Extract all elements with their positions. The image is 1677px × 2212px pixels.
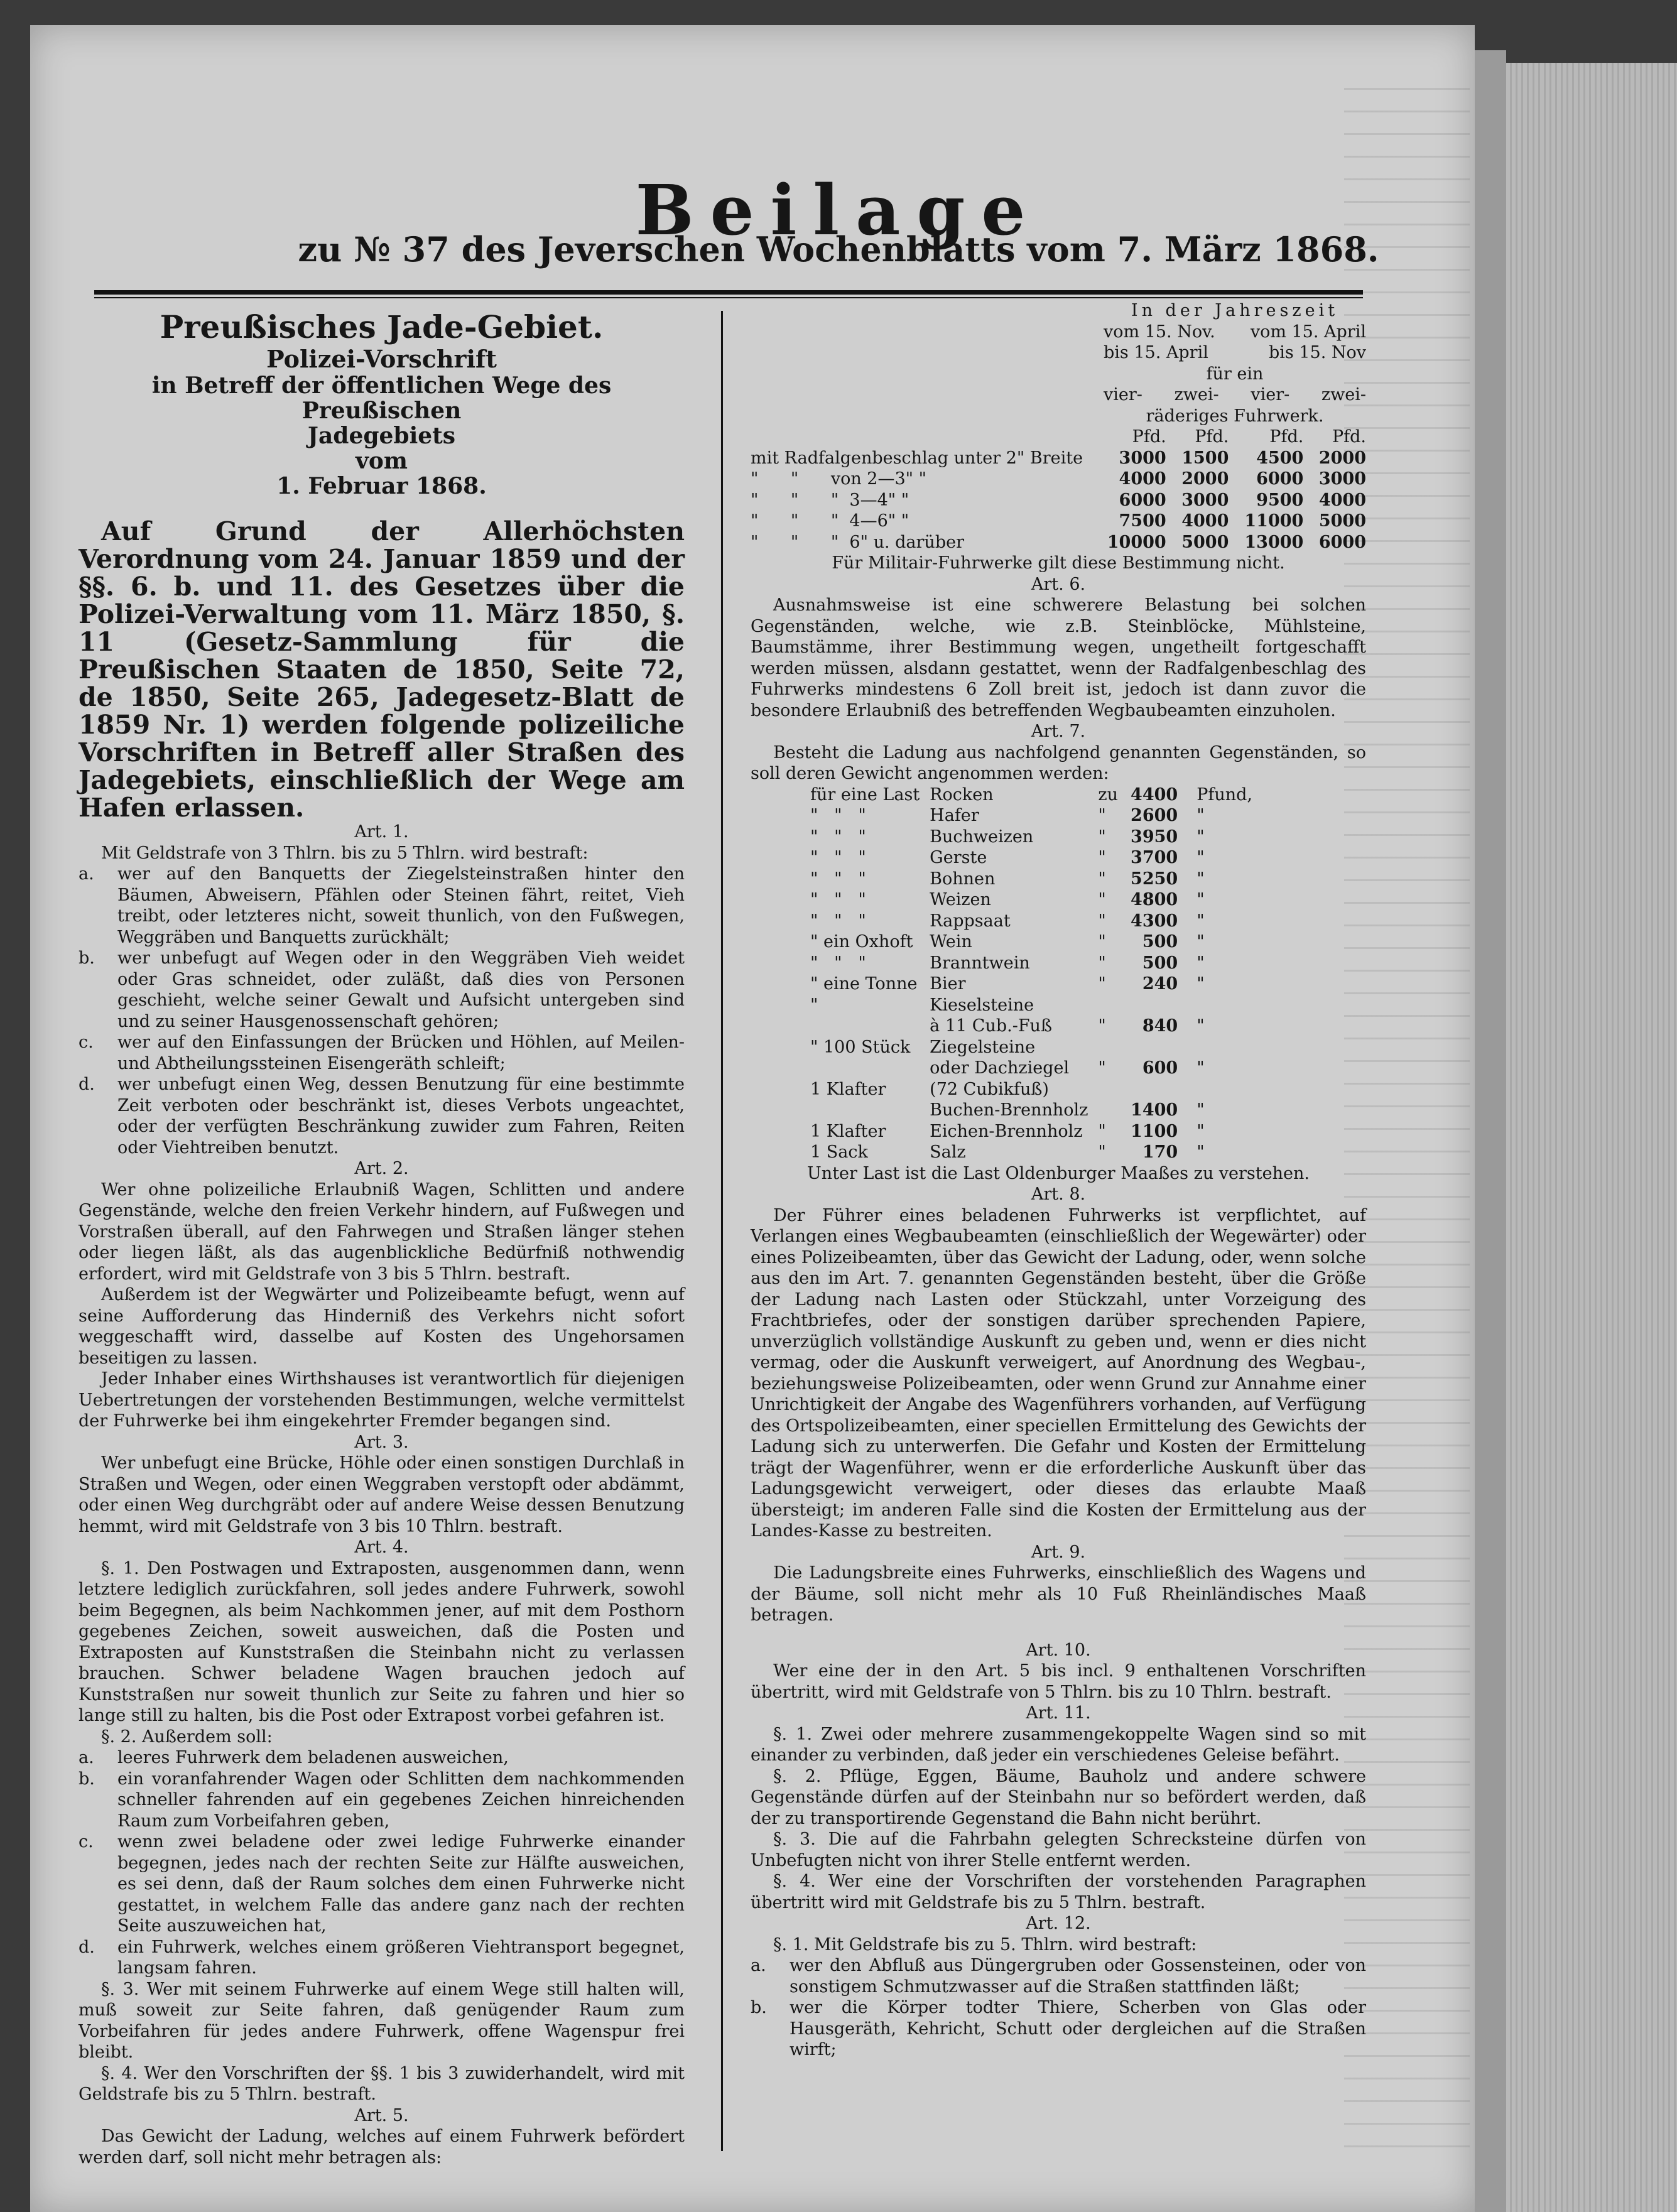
weight-row-label: " " " 4—6" " (751, 511, 909, 531)
goods-prefix: für eine Last (810, 784, 920, 805)
goods-zu: " (1098, 1016, 1106, 1036)
goods-row (810, 1058, 1252, 1079)
goods-unit: " (1197, 953, 1205, 973)
goods-zu (1098, 1079, 1131, 1100)
list-item (79, 1769, 685, 1832)
goods-unit: " (1197, 1121, 1205, 1141)
book-page-stack (1506, 63, 1677, 2212)
weight-row (751, 448, 1366, 469)
goods-row (810, 995, 1252, 1016)
goods-prefix (810, 1058, 930, 1079)
goods-weight: 4400 (1131, 784, 1178, 805)
weight-value: 10000 (1107, 532, 1166, 552)
list-item-text: wenn zwei beladene oder zwei ledige Fuhrwerke einander begegnen, jedes nach der rechten Seite zur Hälfte ausweichen, es sei denn, daß der Raum solches dem einen Fuhrwerke nicht gestattet, in welchem Falle das andere ganz nach der rechten Seite auszuweichen hat, (117, 1832, 685, 1936)
fuer-ein-label: für ein (1206, 364, 1264, 384)
weight-value: 3000 (1181, 490, 1229, 510)
weight-row-label: " " " 3—4" " (751, 490, 909, 510)
goods-name: Buchen-Brennholz (930, 1100, 1088, 1120)
goods-prefix: " (810, 995, 818, 1015)
intro-paragraph: Auf Grund der Allerhöchsten Verordnung vom 24. Januar 1859 und der §§. 6. b. und 11. des Gesetzes über die Polizei-Verwaltung vom 11. März 1850, §. 11 (Gesetz-Sammlung für die Preußischen Staaten de 1850, Seite 72, de 1850, Seite 265, Jadegesetz-Blatt de 1859 Nr. 1) werden folgende polizeiliche Vorschriften in Betreff aller Straßen des Jadegebiets, einschließlich der Wege am Hafen erlassen. (79, 516, 685, 823)
art-4-paragraph-3: §. 3. Wer mit seinem Fuhrwerke auf einem Wege still halten will, muß soweit zur Seite fahren, daß genügender Raum zum Vorbeifahren für jedes andere Fuhrwerk, offene Wagenspur frei bleibt. (79, 1979, 685, 2062)
goods-prefix: " " " (810, 806, 866, 825)
art-1-list (79, 864, 685, 1158)
header-rule-thick (94, 290, 1363, 295)
art-9-heading: Art. 9. (1031, 1542, 1086, 1562)
art-5-heading: Art. 5. (354, 2105, 409, 2125)
list-item-marker: c. (79, 1033, 94, 1052)
goods-weight: 2600 (1131, 806, 1178, 825)
art-4-paragraph-4: §. 4. Wer den Vorschriften der §§. 1 bis 3 zuwiderhandelt, wird mit Geldstrafe bis zu 5 Thlrn. bestraft. (79, 2063, 685, 2104)
goods-zu: " (1098, 848, 1106, 867)
goods-weight: 1400 (1131, 1100, 1178, 1120)
weight-value: 3000 (1318, 469, 1366, 489)
wheel-label-2: zwei- (1174, 385, 1219, 404)
list-item-marker: c. (79, 1832, 94, 1851)
weight-value: 5000 (1181, 532, 1229, 552)
goods-row (810, 1142, 1252, 1163)
goods-name: Branntwein (930, 953, 1030, 973)
heading-date: 1. Februar 1868. (276, 473, 487, 499)
list-item (79, 1937, 685, 1979)
weight-value: 2000 (1181, 469, 1229, 489)
goods-prefix: " " " (810, 890, 866, 909)
season-winter-from: vom 15. Nov. (1104, 322, 1215, 342)
goods-zu: " (1098, 890, 1106, 909)
goods-zu: " (1098, 827, 1106, 847)
goods-prefix (810, 1100, 930, 1121)
goods-unit: " (1197, 1058, 1205, 1078)
list-item-marker: b. (751, 1998, 767, 2017)
heading-jade-gebiet: Preußisches Jade-Gebiet. (160, 308, 604, 345)
goods-name: Kieselsteine (930, 995, 1034, 1015)
goods-unit (1197, 1079, 1252, 1100)
weight-value: 6000 (1318, 532, 1366, 552)
list-item (751, 1997, 1366, 2061)
goods-zu: " (1098, 974, 1106, 994)
list-item (79, 1831, 685, 1937)
goods-row (810, 1079, 1252, 1100)
list-item-marker: a. (79, 1748, 94, 1767)
art-11-paragraph-1: §. 1. Zwei oder mehrere zusammengekoppelte Wagen sind so mit einander zu verbinden, daß jeder ein verschiedenes Geleise befährt. (751, 1724, 1366, 1765)
goods-prefix: " " " (810, 911, 866, 931)
weight-table (751, 426, 1366, 553)
art-8-paragraph: Der Führer eines beladenen Fuhrwerks ist verpflichtet, auf Verlangen eines Wegbaubeamten (einschließlich der Wegewärter) oder eines Polizeibeamten, über das Gewicht der Ladung, oder, wenn solche aus den im Art. 7. genannten Gegenständen besteht, über die Größe der Ladung nach Lasten oder Stückzahl, unter Vorzeigung des Frachtbriefes, oder der sonstigen darüber sprechenden Papiere, unverzüglich vollständige Auskunft zu geben und, wenn er dies nicht vermag, oder die Auskunft verweigert, auf Anordnung des Wegbau-, beziehungsweise Polizeibeamten, oder wenn Grund zur Annahme einer Unrichtigkeit der Angabe des Wagenführers vorhanden, auf Verfügung des Ortspolizeibeamten, einer speciellen Ermittelung des Gewichts der Ladung sich zu unterwerfen. Die Gefahr und Kosten der Ermittelung trägt der Wagenführer, wenn er die erforderliche Auskunft über das Ladungsgewicht verweigert, oder dieses das erlaubte Maaß übersteigt; im anderen Falle sind die Kosten der Ermittelung aus der Landes-Kasse zu bestreiten. (751, 1205, 1366, 1541)
art-6-paragraph: Ausnahmsweise ist eine schwerere Belastung bei solchen Gegenständen, welche, wie z.B. Steinblöcke, Mühlsteine, Baumstämme, ihrer Bestimmung wegen, ungetheilt fortgeschafft werden müssen, alsdann gestattet, wenn der Radfalgenbeschlag des Fuhrwerks mindestens 6 Zoll breit ist, jedoch ist dann zuvor die besondere Erlaubniß des betreffenden Wegbaubeamten einzuholen. (751, 595, 1366, 720)
list-item-text: ein voranfahrender Wagen oder Schlitten dem nachkommenden schneller fahrenden auf ein gegebenes Zeichen hinreichenden Raum zum Vorbeifahren geben, (117, 1769, 685, 1831)
goods-name: Gerste (930, 848, 987, 867)
goods-row (810, 973, 1252, 995)
goods-unit: " (1197, 911, 1205, 931)
weight-value: 11000 (1244, 511, 1304, 531)
goods-row (810, 847, 1252, 869)
goods-row (810, 889, 1252, 911)
goods-zu (1098, 1100, 1131, 1121)
goods-unit: " (1197, 806, 1205, 825)
art-2-heading: Art. 2. (354, 1159, 409, 1178)
goods-row (810, 784, 1252, 806)
list-item-marker: b. (79, 948, 95, 968)
goods-zu: " (1098, 911, 1106, 931)
weight-value: 13000 (1244, 532, 1304, 552)
list-item-text: wer unbefugt einen Weg, dessen Benutzung für eine bestimmte Zeit verboten oder beschränkt ist, dieses Verbots ungeachtet, oder der verfügten Beschränkung zuwider zum Fahren, Reiten oder Viehtreiben benutzt. (117, 1075, 685, 1158)
goods-name: à 11 Cub.-Fuß (930, 1016, 1052, 1036)
goods-zu: " (1098, 806, 1106, 825)
art-12-lead: §. 1. Mit Geldstrafe bis zu 5. Thlrn. wird bestraft: (773, 1934, 1197, 1954)
goods-name: Hafer (930, 806, 979, 825)
goods-prefix: " " " (810, 848, 866, 867)
heading-betreff-line1: in Betreff der öffentlichen Wege des Preußischen (151, 372, 612, 424)
goods-weight: 4300 (1131, 911, 1178, 931)
goods-name: Buchweizen (930, 827, 1034, 847)
list-item-text: ein Fuhrwerk, welches einem größeren Viehtransport begegnet, langsam fahren. (117, 1937, 685, 1978)
list-item-text: wer den Abfluß aus Düngergruben oder Gossensteinen, oder von sonstigem Schmutzwasser auf die Straßen stattfinden läßt; (790, 1956, 1366, 1997)
art-2-paragraph-2: Außerdem ist der Wegwärter und Polizeibeamte befugt, wenn auf seine Aufforderung das Hinderniß des Verkehrs nicht sofort weggeschafft wird, dasselbe auf Kosten des Ungehorsamen beseitigen zu lassen. (79, 1285, 685, 1368)
goods-weight: 600 (1142, 1058, 1178, 1078)
goods-row (810, 869, 1252, 890)
goods-zu: " (1098, 932, 1106, 951)
goods-unit: " (1197, 848, 1205, 867)
art-10-heading: Art. 10. (1026, 1640, 1091, 1660)
art-4-list (79, 1747, 685, 1979)
art-4-paragraph-1: §. 1. Den Postwagen und Extraposten, ausgenommen dann, wenn letztere lediglich zurückfahren, soll jedes andere Fuhrwerk, sowohl beim Begegnen, als beim Nachkommen jener, auf mit dem Posthorn gegebenes Zeichen, soweit ausweichen, daß die Posten und Extraposten auf Kunststraßen die Steinbahn nicht zu verlassen brauchen. Schwer beladene Wagen brauchen jedoch auf Kunststraßen nur soweit thunlich zur Seite zu fahren und hier so lange still zu halten, bis die Post oder Extrapost vorbei gefahren ist. (79, 1558, 685, 1725)
weight-row (751, 490, 1366, 511)
supplement-subtitle: zu № 37 des Jeverschen Wochenblatts vom 7. März 1868. (298, 229, 1379, 269)
goods-unit: " (1197, 869, 1205, 889)
goods-zu: " (1098, 1142, 1106, 1162)
raederiges-label: räderiges Fuhrwerk. (1146, 406, 1324, 426)
goods-weight (1131, 995, 1197, 1016)
goods-name: Eichen-Brennholz (930, 1121, 1083, 1141)
weight-value: 6000 (1119, 490, 1166, 510)
goods-prefix (810, 1016, 930, 1037)
page-edge-shadow (1475, 50, 1506, 2212)
weight-value: 5000 (1318, 511, 1366, 531)
unit-cell: Pfd. (1332, 427, 1366, 447)
wheel-label-1: vier- (1104, 385, 1142, 404)
list-item-marker: a. (751, 1956, 766, 1975)
goods-prefix: " 100 Stück (810, 1037, 911, 1057)
weight-value: 2000 (1318, 448, 1366, 468)
list-item (79, 1074, 685, 1158)
wheel-label-3: vier- (1251, 385, 1290, 404)
art-1-heading: Art. 1. (354, 822, 409, 842)
goods-weight: 240 (1142, 974, 1178, 994)
goods-zu: " (1098, 1121, 1106, 1141)
wheel-label-4: zwei- (1321, 385, 1366, 404)
art-10-paragraph: Wer eine der in den Art. 5 bis incl. 9 enthaltenen Vorschriften übertritt, wird mit Geldstrafe von 5 Thlrn. bis zu 10 Thlrn. bestraft. (751, 1661, 1366, 1702)
art-3-paragraph: Wer unbefugt eine Brücke, Höhle oder einen sonstigen Durchlaß in Straßen und Wegen, oder einen Weggraben verstopft oder abdämmt, oder einen Weg durchgräbt oder auf andere Weise dessen Benutzung hemmt, wird mit Geldstrafe von 3 bis 10 Thlrn. bestraft. (79, 1453, 685, 1536)
goods-name: Bier (930, 974, 966, 994)
unit-cell: Pfd. (1195, 427, 1229, 447)
goods-weight: 840 (1142, 1016, 1178, 1036)
goods-name: Salz (930, 1142, 966, 1162)
goods-name: Rocken (930, 784, 994, 805)
weight-value: 3000 (1119, 448, 1166, 468)
goods-row (810, 931, 1252, 953)
goods-name: Rappsaat (930, 911, 1011, 931)
art-12-list (751, 1955, 1366, 2061)
goods-unit: " (1197, 890, 1205, 909)
art-11-paragraph-4: §. 4. Wer eine der Vorschriften der vorstehenden Paragraphen übertritt wird mit Geldstrafe bis zu 5 Thlrn. bestraft. (751, 1872, 1366, 1912)
art-4-heading: Art. 4. (354, 1537, 409, 1557)
goods-row (810, 1121, 1252, 1142)
list-item-marker: d. (79, 1937, 95, 1957)
heading-polizei-vorschrift: Polizei-Vorschrift (266, 345, 497, 373)
goods-prefix: " eine Tonne (810, 974, 918, 994)
goods-prefix: 1 Klafter (810, 1121, 886, 1141)
goods-zu (1098, 995, 1131, 1016)
goods-prefix: " " " (810, 869, 866, 889)
list-item-text: wer unbefugt auf Wegen oder in den Weggräben Vieh weidet oder Gras schneidet, oder zuläßt, daß dies von Personen geschieht, welche seiner Gewalt und Aufsicht untergeben sind und zu seiner Hausgenossenschaft gehören; (117, 948, 685, 1031)
weight-value: 7500 (1119, 511, 1166, 531)
goods-row (810, 827, 1252, 848)
weight-value: 6000 (1256, 469, 1304, 489)
goods-name: Ziegelsteine (930, 1037, 1036, 1057)
military-note: Für Militair-Fuhrwerke gilt diese Bestimmung nicht. (832, 553, 1285, 573)
goods-prefix: 1 Klafter (810, 1079, 886, 1099)
goods-unit: " (1197, 1100, 1205, 1120)
weight-value: 4000 (1181, 511, 1229, 531)
weight-row-label: " " " 6" u. darüber (751, 532, 964, 552)
weight-row-label: mit Radfalgenbeschlag unter 2" Breite (751, 448, 1083, 468)
goods-weight: 500 (1142, 953, 1178, 973)
weight-value: 1500 (1181, 448, 1229, 468)
season-summer-from: vom 15. April (1250, 322, 1366, 342)
goods-unit: " (1197, 974, 1205, 994)
goods-prefix: 1 Sack (810, 1142, 868, 1162)
goods-weight: 4800 (1131, 890, 1178, 909)
season-winter-to: bis 15. April (1104, 343, 1208, 362)
art-7-paragraph: Besteht die Ladung aus nachfolgend genannten Gegenständen, so soll deren Gewicht angenommen werden: (751, 742, 1366, 783)
season-heading: In der Jahreszeit (1131, 301, 1339, 320)
list-item-text: wer auf den Einfassungen der Brücken und Höhlen, auf Meilen- und Abtheilungssteinen Eisengeräth schleift; (117, 1033, 685, 1073)
goods-row (810, 953, 1252, 974)
goods-unit: " (1197, 1016, 1205, 1036)
art-3-heading: Art. 3. (354, 1432, 409, 1452)
goods-row (810, 1100, 1252, 1121)
goods-row (810, 911, 1252, 932)
goods-prefix: " ein Oxhoft (810, 932, 913, 951)
weight-value: 4000 (1119, 469, 1166, 489)
goods-unit: " (1197, 827, 1205, 847)
supplement-title: Beilage (635, 170, 1042, 251)
art-12-heading: Art. 12. (1026, 1914, 1091, 1933)
heading-vom: vom (355, 448, 408, 474)
weight-unit-row (751, 426, 1366, 448)
goods-row (810, 1037, 1252, 1058)
unit-cell: Pfd. (1269, 427, 1304, 447)
heading-betreff-line2: Jadegebiets (307, 423, 456, 449)
goods-zu (1098, 1037, 1131, 1058)
weight-row-label: " " von 2—3" " (751, 469, 927, 489)
goods-weight: 170 (1142, 1142, 1178, 1162)
goods-unit: " (1197, 932, 1205, 951)
art-11-paragraph-3: §. 3. Die auf die Fahrbahn gelegten Schrecksteine dürfen von Unbefugten nicht von ihrer Stelle entfernt werden. (751, 1830, 1366, 1870)
list-item-marker: b. (79, 1769, 95, 1789)
goods-unit (1197, 1037, 1252, 1058)
art-1-lead: Mit Geldstrafe von 3 Thlrn. bis zu 5 Thlrn. wird bestraft: (101, 843, 589, 863)
list-item (79, 948, 685, 1032)
weight-value: 9500 (1256, 490, 1304, 510)
weight-value: 4500 (1256, 448, 1304, 468)
list-item-text: wer auf den Banquetts der Ziegelsteinstraßen hinter den Bäumen, Abweisern, Pfählen oder Steinen fährt, reitet, Vieh treibt, oder letzteres nicht, soweit thunlich, von den Fußwegen, Weggräben und Banquetts zurückhält; (117, 864, 685, 947)
weight-row (751, 469, 1366, 490)
goods-row (810, 1016, 1252, 1037)
right-column (751, 300, 1366, 2061)
goods-weight: 5250 (1131, 869, 1178, 889)
goods-zu: zu (1098, 784, 1119, 805)
art-4-paragraph-2: §. 2. Außerdem soll: (101, 1727, 273, 1747)
goods-unit (1197, 995, 1252, 1016)
list-item-text: leeres Fuhrwerk dem beladenen ausweichen, (117, 1748, 509, 1767)
goods-zu: " (1098, 953, 1106, 973)
goods-name: oder Dachziegel (930, 1058, 1070, 1078)
goods-weight: 500 (1142, 932, 1178, 951)
weight-row (751, 532, 1366, 553)
goods-prefix: " " " (810, 827, 866, 847)
goods-table (810, 784, 1252, 1163)
art-6-heading: Art. 6. (1031, 574, 1086, 594)
art-9-paragraph: Die Ladungsbreite eines Fuhrwerks, einschließlich des Wagens und der Bäume, soll nicht mehr als 10 Fuß Rheinländisches Maaß betragen. (751, 1563, 1366, 1625)
goods-name: (72 Cubikfuß) (930, 1079, 1049, 1099)
art-8-heading: Art. 8. (1031, 1185, 1086, 1204)
list-item-marker: a. (79, 864, 94, 884)
goods-unit: Pfund, (1197, 784, 1253, 805)
goods-weight: 3700 (1131, 848, 1178, 867)
list-item (751, 1955, 1366, 1997)
weight-value: 4000 (1318, 490, 1366, 510)
art-11-paragraph-2: §. 2. Pflüge, Eggen, Bäume, Bauholz und andere schwere Gegenstände dürfen auf der Steinbahn nur so befördert werden, daß der zu transportirende Gegenstand die Bahn nicht berührt. (751, 1766, 1366, 1828)
goods-prefix: " " " (810, 953, 866, 973)
goods-unit: " (1197, 1142, 1205, 1162)
left-column (79, 309, 685, 2168)
weight-row (751, 511, 1366, 532)
goods-weight: 1100 (1131, 1121, 1178, 1141)
last-note: Unter Last ist die Last Oldenburger Maaßes zu verstehen. (807, 1163, 1310, 1183)
goods-zu: " (1098, 869, 1106, 889)
list-item-marker: d. (79, 1075, 95, 1094)
goods-weight (1131, 1037, 1197, 1058)
art-11-heading: Art. 11. (1026, 1703, 1091, 1723)
goods-weight: 3950 (1131, 827, 1178, 847)
goods-name: Weizen (930, 890, 991, 909)
column-divider (721, 311, 723, 2151)
art-2-paragraph-3: Jeder Inhaber eines Wirthshauses ist verantwortlich für diejenigen Uebertretungen der vorstehenden Bestimmungen, welche vermittelst der Fuhrwerke bei ihm eingekehrter Fremder begangen sind. (79, 1369, 685, 1431)
goods-name: Bohnen (930, 869, 996, 889)
list-item (79, 864, 685, 948)
goods-row (810, 805, 1252, 827)
goods-zu: " (1098, 1058, 1106, 1078)
art-2-paragraph-1: Wer ohne polizeiliche Erlaubniß Wagen, Schlitten und andere Gegenstände, welche den freien Verkehr hindern, auf Fußwegen und Vorstraßen überall, auf den Fahrwegen und Straßen länger stehen oder liegen läßt, als das augenblickliche Bedürfniß nothwendig erfordert, wird mit Geldstrafe von 3 bis 5 Thlrn. bestraft. (79, 1179, 685, 1284)
header-rule-thin (94, 297, 1363, 298)
art-7-heading: Art. 7. (1031, 722, 1086, 741)
list-item-text: wer die Körper todter Thiere, Scherben von Glas oder Hausgeräth, Kehricht, Schutt oder dergleichen auf die Straßen wirft; (790, 1998, 1366, 2059)
goods-weight (1131, 1079, 1197, 1100)
list-item (79, 1032, 685, 1074)
list-item (79, 1747, 685, 1769)
season-summer-to: bis 15. Nov (1268, 343, 1366, 362)
goods-name: Wein (930, 932, 972, 951)
unit-cell: Pfd. (1132, 427, 1166, 447)
art-5-paragraph: Das Gewicht der Ladung, welches auf einem Fuhrwerk befördert werden darf, soll nicht mehr betragen als: (79, 2127, 685, 2167)
